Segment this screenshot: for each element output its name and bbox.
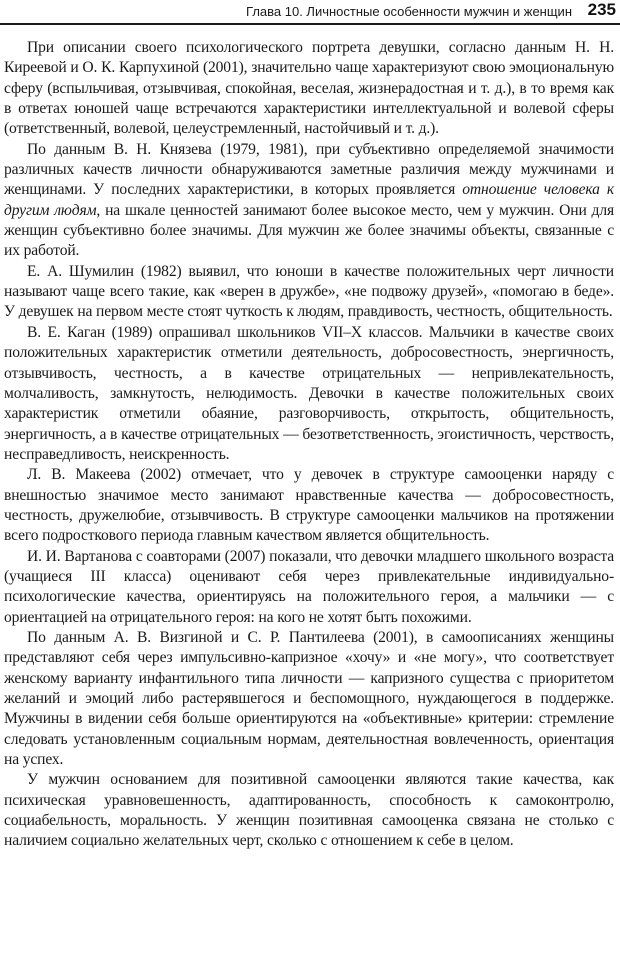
paragraph-vizgina: По данным А. В. Визгиной и С. Р. Пантилеева (2001), в самоописаниях женщины представляют себя через импульсивно-капризное «хочу» и «не могу», что соответствует женскому варианту инфантильного типа личности — капризного существа с приоритетом желаний и эмоций либо растерявшегося и беспомощного, нуждающегося в поддержке. Мужчины в видении себя больше ориентируются на «объективные» критерии: стремление следовать установленным социальным нормам, деятельностная вовлеченность, ориентация на успех. — [4, 628, 614, 769]
body-text — [4, 38, 614, 852]
paragraph-shumilin: Е. А. Шумилин (1982) выявил, что юноши в качестве положительных черт личности называют чаще всего такие, как «верен в дружбе», «не подвожу друзей», «помогаю в беде». У девушек на первом месте стоят чуткость к людям, правдивость, честность, общительность. — [4, 262, 614, 321]
page-number: 235 — [587, 0, 616, 19]
chapter-title: Глава 10. Личностные особенности мужчин и женщин — [246, 4, 572, 19]
paragraph-knyazev-emphasis: отношение человека к другим людям — [4, 181, 615, 219]
paragraph-vartanova: И. И. Вартанова с соавторами (2007) показали, что девочки младшего школьного возраста (учащиеся III класса) оценивают себя через привлекательные индивидуально-психологические качества, ориентируясь на положительного героя, а мальчики — с ориентацией на отрицательного героя: на кого не хотят быть похожими. — [4, 547, 614, 626]
paragraph-kagan: В. Е. Каган (1989) опрашивал школьников VII–X классов. Мальчики в качестве своих положительных характеристик отметили деятельность, добросовестность, энергичность, отзывчивость, честность, а в качестве отрицательных — непривлекательность, молчаливость, замкнутость, нелюдимость. Девочки в качестве положительных своих характеристик отметили обаяние, разговорчивость, открытость, общительность, энергичность, а в качестве отрицательных — безответственность, эгоистичность, черствость, несправедливость, неискренность. — [4, 323, 614, 463]
paragraph-knyazev-after: , на шкале ценностей занимают более высокое место, чем у мужчин. Они для женщин субъективно более значимы. Для мужчин же более значимы объекты, связанные с их работой. — [4, 201, 614, 260]
paragraph-knyazev-before: По данным В. Н. Князева (1979, 1981), при субъективно определяемой значимости различных качеств личности обнаруживаются заметные различия между мужчинами и женщинами. У последних характеристики, в которых проявляется — [4, 140, 614, 199]
paragraph-self-esteem: У мужчин основанием для позитивной самооценки являются такие качества, как психическая уравновешенность, адаптированность, способность к самоконтролю, социабельность, моральность. У женщин позитивная самооценка связана не столько с наличием социально желательных черт, сколько с отношением к себе в целом. — [4, 771, 614, 850]
running-header — [0, 0, 620, 24]
paragraph-makeeva: Л. В. Макеева (2002) отмечает, что у девочек в структуре самооценки наряду с внешностью значимое место занимают нравственные качества — добросовестность, честность, дружелюбие, отзывчивость. В структуре самооценки мальчиков на протяжении всего подросткового периода главным качеством является общительность. — [4, 466, 614, 545]
header-rule — [0, 23, 620, 25]
paragraph-kireeva: При описании своего психологического портрета девушки, согласно данным Н. Н. Киреевой и О. К. Карпухиной (2001), значительно чаще характеризуют свою эмоциональную сферу (вспыльчивая, отзывчивая, спокойная, веселая, жизнерадостная и т. д.), в то время как в ответах юношей чаще встречаются характеристики интеллектуальной и волевой сферы (ответственный, волевой, целеустремленный, настойчивый и т. д.). — [4, 39, 614, 138]
paragraph-knyazev — [4, 140, 614, 262]
